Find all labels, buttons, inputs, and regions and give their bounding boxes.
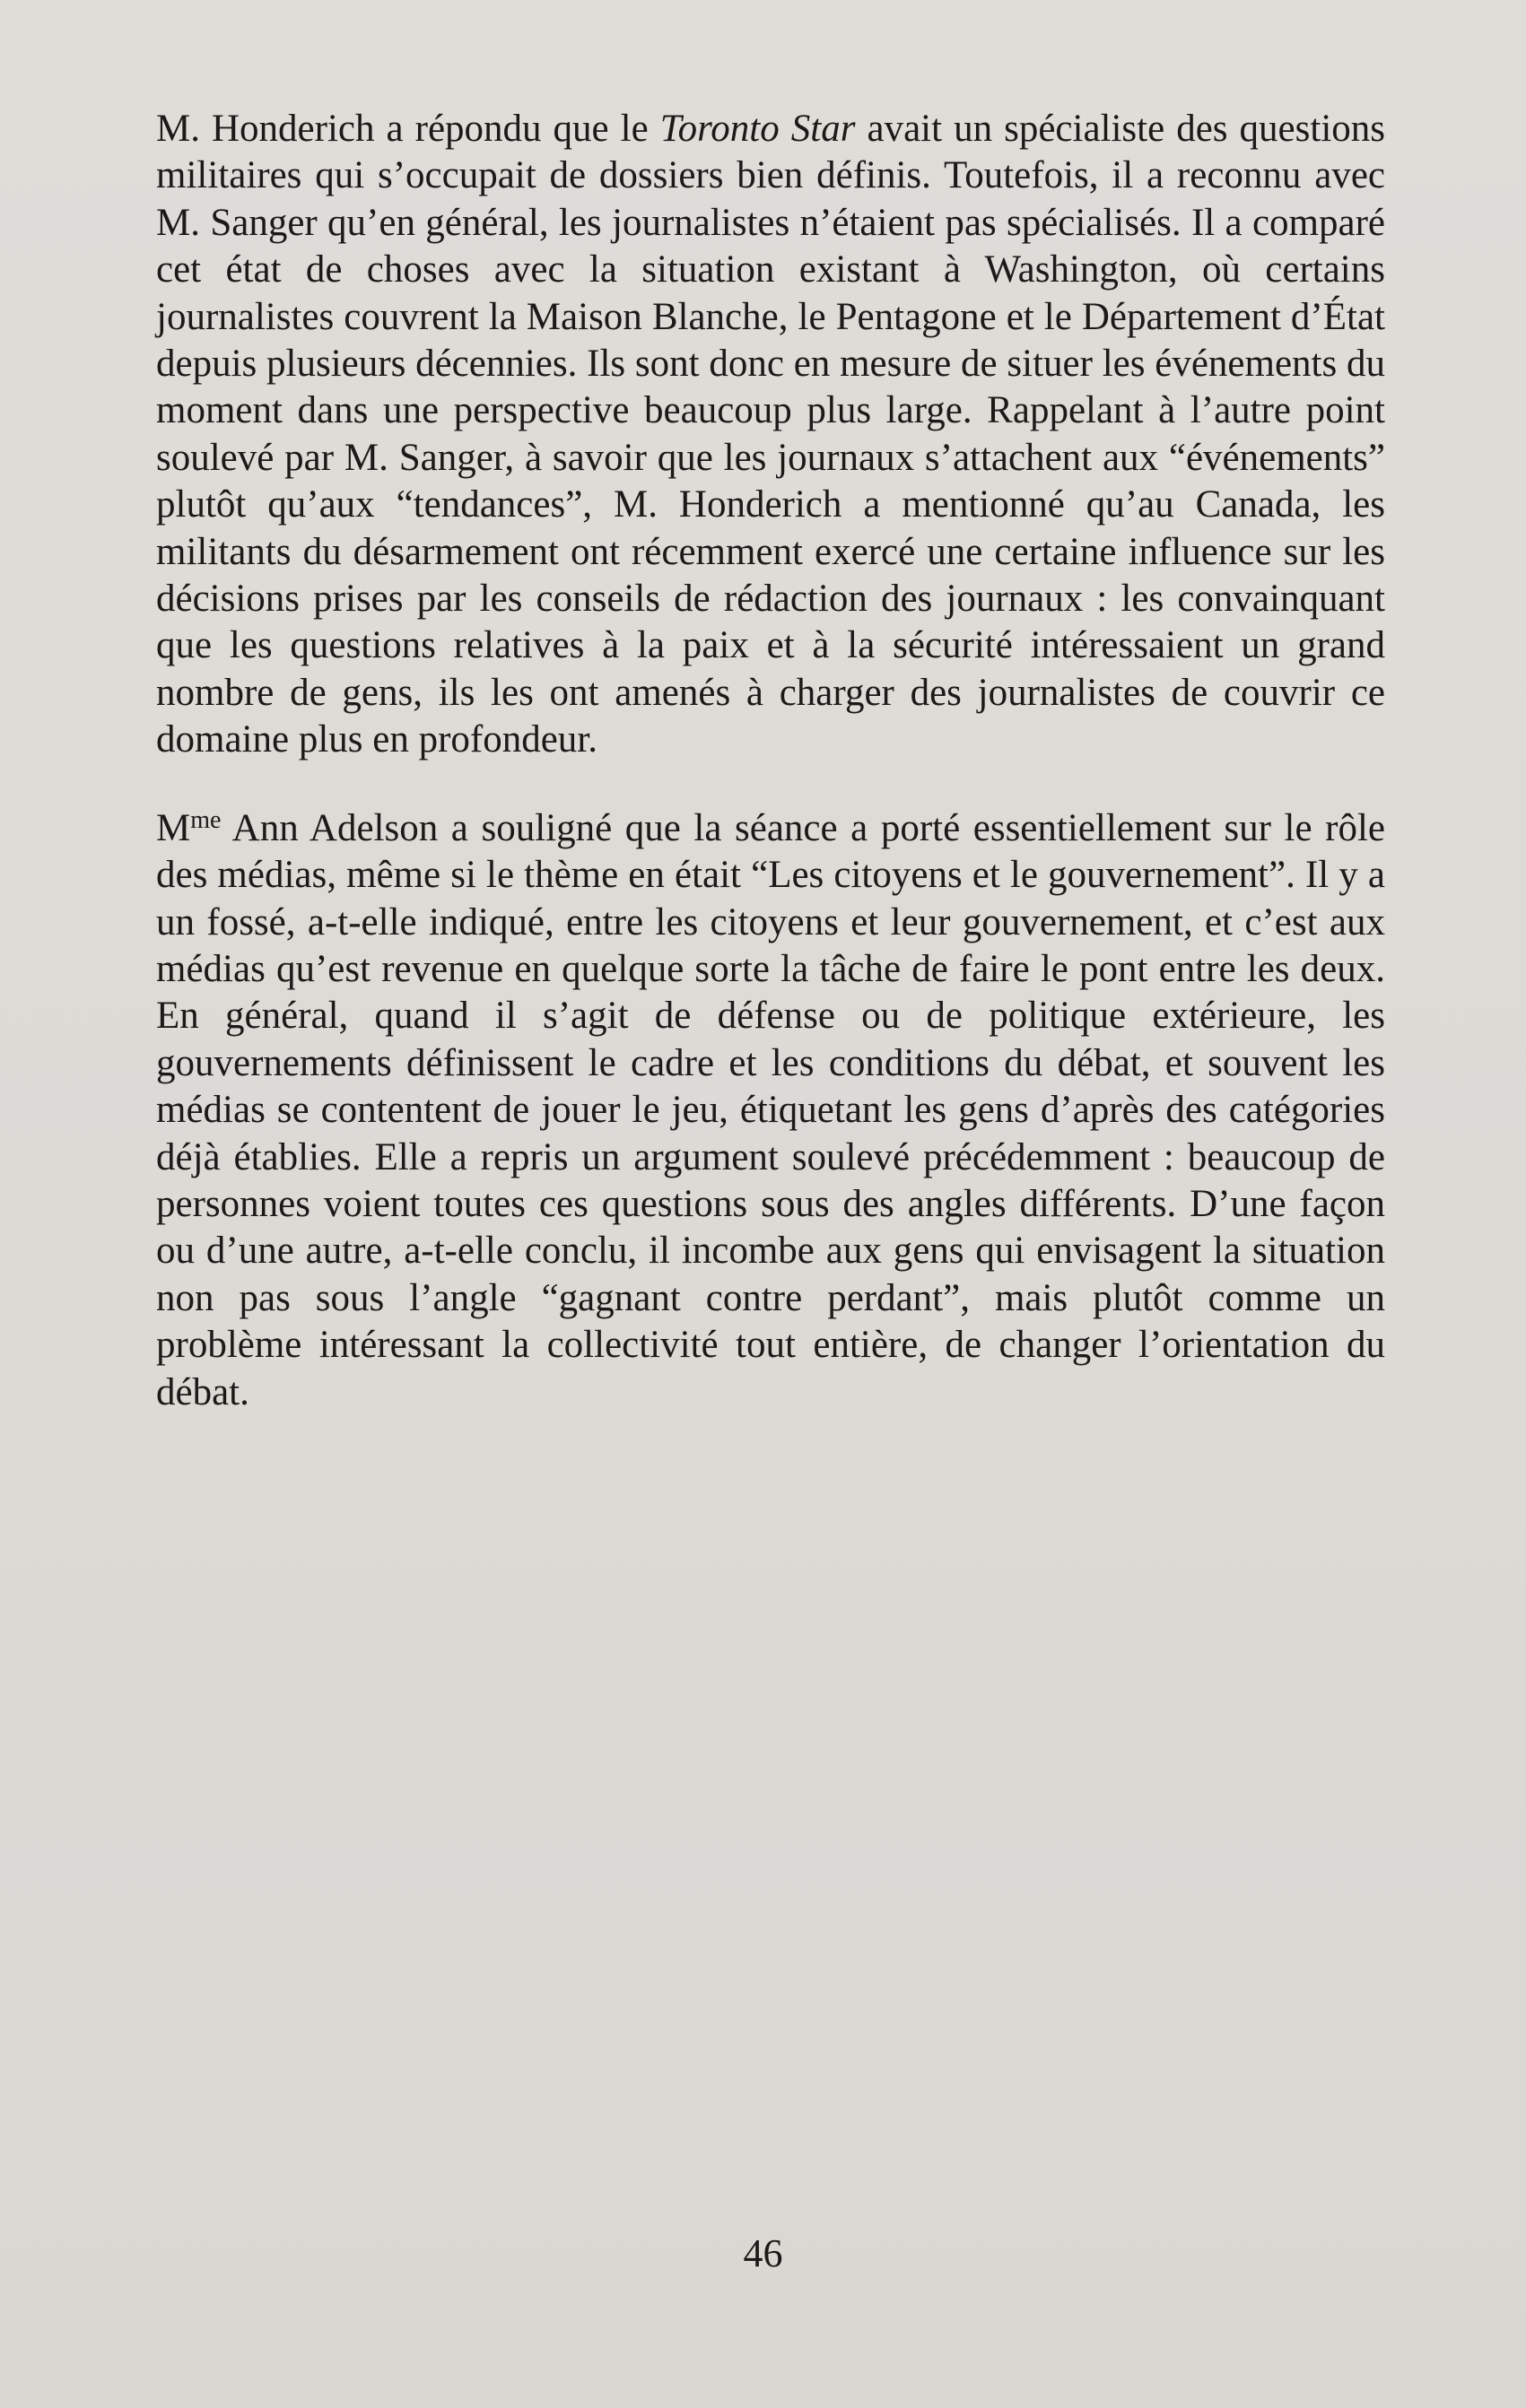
paragraph-honderich <box>156 106 1385 764</box>
newspaper-title: Toronto Star <box>659 108 856 150</box>
paragraph-adelson <box>156 805 1385 1416</box>
page-number: 46 <box>743 2231 783 2275</box>
paragraph-honderich-rest: avait un spécialiste des questions militaires qui s’occupait de dossiers bien définis. Toutefois, il a reconnu avec M. Sanger qu’en général, les journalistes n’étaient pas spécialisés. Il a comparé cet état de choses avec la situation existant à Washington, où certains journalistes couvrent la Maison Blanche, le Pentagone et le Département d’État depuis plusieurs décennies. Ils sont donc en mesure de situer les événements du moment dans une perspective beaucoup plus large. Rappelant à l’autre point soulevé par M. Sanger, à savoir que les journaux s’attachent aux “événements” plutôt qu’aux “tendances”, M. Honderich a mentionné qu’au Canada, les militants du désarmement ont récemment exercé une certaine influence sur les décisions prises par les conseils de rédaction des journaux : les convainquant que les questions relatives à la paix et à la sécurité intéressaient un grand nombre de gens, ils les ont amenés à charger des journalistes de couvrir ce domaine plus en profondeur. <box>156 108 1385 761</box>
paragraph-adelson-text: Ann Adelson a souligné que la séance a porté essentiellement sur le rôle des médias, même si le thème en était “Les citoyens et le gouvernement”. Il y a un fossé, a-t-elle indiqué, entre les citoyens et leur gouvernement, et c’est aux médias qu’est revenue en quelque sorte la tâche de faire le pont entre les deux. En général, quand il s’agit de défense ou de politique extérieure, les gouvernements définissent le cadre et les conditions du débat, et souvent les médias se contentent de jouer le jeu, étiquetant les gens d’après des catégories déjà établies. Elle a repris un argument soulevé précédemment : beaucoup de personnes voient toutes ces questions sous des angles différents. D’une façon ou d’une autre, a-t-elle conclu, il incombe aux gens qui envisagent la situation non pas sous l’angle “gagnant contre perdant”, mais plutôt comme un problème intéressant la collectivité tout entière, de changer l’orientation du débat. <box>156 806 1385 1413</box>
body-text <box>156 106 1385 1416</box>
honorific-prefix: M <box>156 806 191 849</box>
honorific-superscript: me <box>190 805 222 834</box>
paragraph-honderich-start: M. Honderich a répondu que le <box>156 108 660 150</box>
